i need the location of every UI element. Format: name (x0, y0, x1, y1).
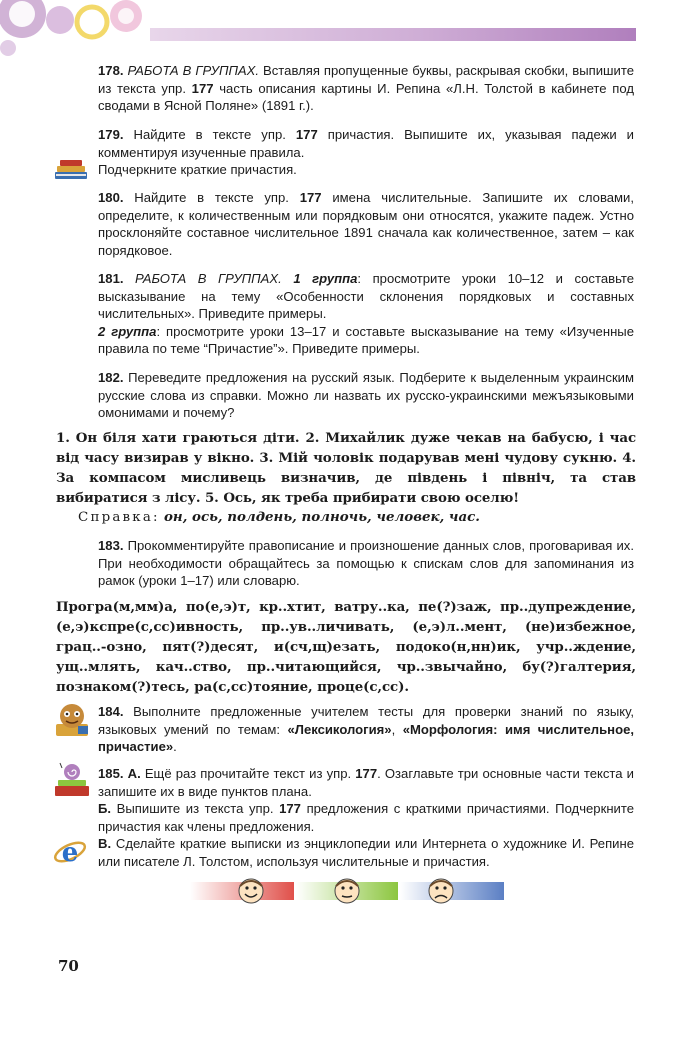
exercise-178: 178. РАБОТА В ГРУППАХ. Вставляя пропущенные буквы, раскрывая скобки, выпишите из текста упр. 177 часть описания картины И. Репина «Л.Н. Толстой в кабинете под сводами в Ясной Поляне» (1891 г.). (98, 63, 634, 113)
exercise-number: 185. (98, 766, 124, 781)
reference-words: он, ось, полдень, полночь, человек, час. (164, 509, 480, 525)
words-list: Програ(м,мм)а, по(е,э)т, кр..хтит, ватру..ка, пе(?)заж, пр..дупреждение, (е,э)кспре(с,сс)ивность, пр..ув..личивать, (е,э)л..мент, (не)избежное, грац..-озно, пят(?)десят, и(сч,щ)езать, подоко(н,нн)ик, учр..ждение, ущ..млять, кач..ство, пр..читающийся, чр..звычайно, бу(?)галтерия, познаком(?)тесь, ра(с,сс)тояние, проце(с,сс). (56, 599, 636, 695)
part-v-label: В. (98, 836, 112, 851)
decorative-circles (0, 0, 160, 60)
neutral-face-icon (332, 876, 362, 906)
reference-label: Справка: (78, 510, 160, 525)
internet-explorer-icon (52, 834, 88, 870)
exercise-ref: 177 (191, 80, 214, 96)
ukrainian-sentences: 1. Он біля хати граються діти. 2. Михайлик дуже чекав на бабусю, і час від часу визирав у вікно. 3. Мій чоловік подарував мені чудову сукню. 4. За компасом мисливець визначив, де південь і північ, та став вибиратися з лісу. 5. Ось, як треба прибирати свою оселю! (56, 430, 637, 506)
group-1-label: 1 группа (293, 271, 358, 286)
exercise-number: 178. (98, 63, 124, 78)
test-character-icon (52, 700, 92, 738)
exercise-number: 179. (98, 127, 124, 142)
exercise-label: РАБОТА В ГРУППАХ. (127, 63, 260, 78)
happy-face-icon (236, 876, 266, 906)
header-bar (150, 28, 636, 41)
reference-note (78, 509, 480, 525)
group-2-label: 2 группа (98, 323, 157, 339)
part-b-label: Б. (98, 801, 112, 816)
exercise-number: 181. (98, 271, 124, 286)
exercise-number: 184. (98, 704, 124, 719)
exercise-185: 185. А. Ещё раз прочитайте текст из упр. 177. Озаглавьте три основные части текста и запишите их в виде пунктов плана. Б. Выпишите из текста упр. 177 предложения с краткими причастиями. Подчеркните причастия как члены предложения. В. Сделайте краткие выписки из энциклопедии или Интернета о художнике И. Репине или писателе Л. Толстом, используя числительные и причастия. (98, 766, 634, 869)
exercise-180: 180. Найдите в тексте упр. 177 имена числительные. Запишите их словами, определите, к количественным или порядковым они относятся, укажите падеж. Устно просклоняйте составное числительное 1891 сначала как количественное, затем – как порядковое. (98, 190, 635, 258)
exercise-number: 180. (98, 190, 124, 205)
exercise-184: 184. Выполните предложенные учителем тесты для проверки знаний по языку, языковых умений по темам: «Лексикология», «Морфология: имя числительное, причастие». (98, 704, 634, 754)
exercise-183: 183. Прокомментируйте правописание и произношение данных слов, проговаривая их. При необходимости обращайтесь за помощью к спискам слов для запоминания из рамок (уроки 1–17) или словарю. (98, 538, 634, 588)
exercise-number: 182. (98, 370, 124, 385)
exercise-number: 183. (98, 538, 124, 553)
part-a-label: А. (127, 766, 141, 781)
exercise-181: 181. РАБОТА В ГРУППАХ. 1 группа: просмотрите уроки 10–12 и составьте высказывание на тему «Особенности склонения порядковых и составных числительных». Приведите примеры. 2 группа: просмотрите уроки 13–17 и составьте высказывание на тему «Изученные правила по теме “Причастие”». Приведите примеры. (98, 271, 634, 356)
svg-text:e: e (61, 838, 79, 868)
exercise-182: 182. Переведите предложения на русский язык. Подберите к выделенным украинским русские слова из справки. Можно ли назвать их русско-украинскими межъязыковыми омонимами и почему? (98, 370, 634, 420)
snail-books-icon (52, 762, 92, 798)
exercise-179: 179. Найдите в тексте упр. 177 причастия. Выпишите их, указывая падежи и комментируя изученные правила. Подчеркните краткие причастия. (98, 127, 634, 177)
page-number: 70 (58, 957, 79, 975)
books-icon (52, 157, 90, 181)
sad-face-icon (426, 876, 456, 906)
